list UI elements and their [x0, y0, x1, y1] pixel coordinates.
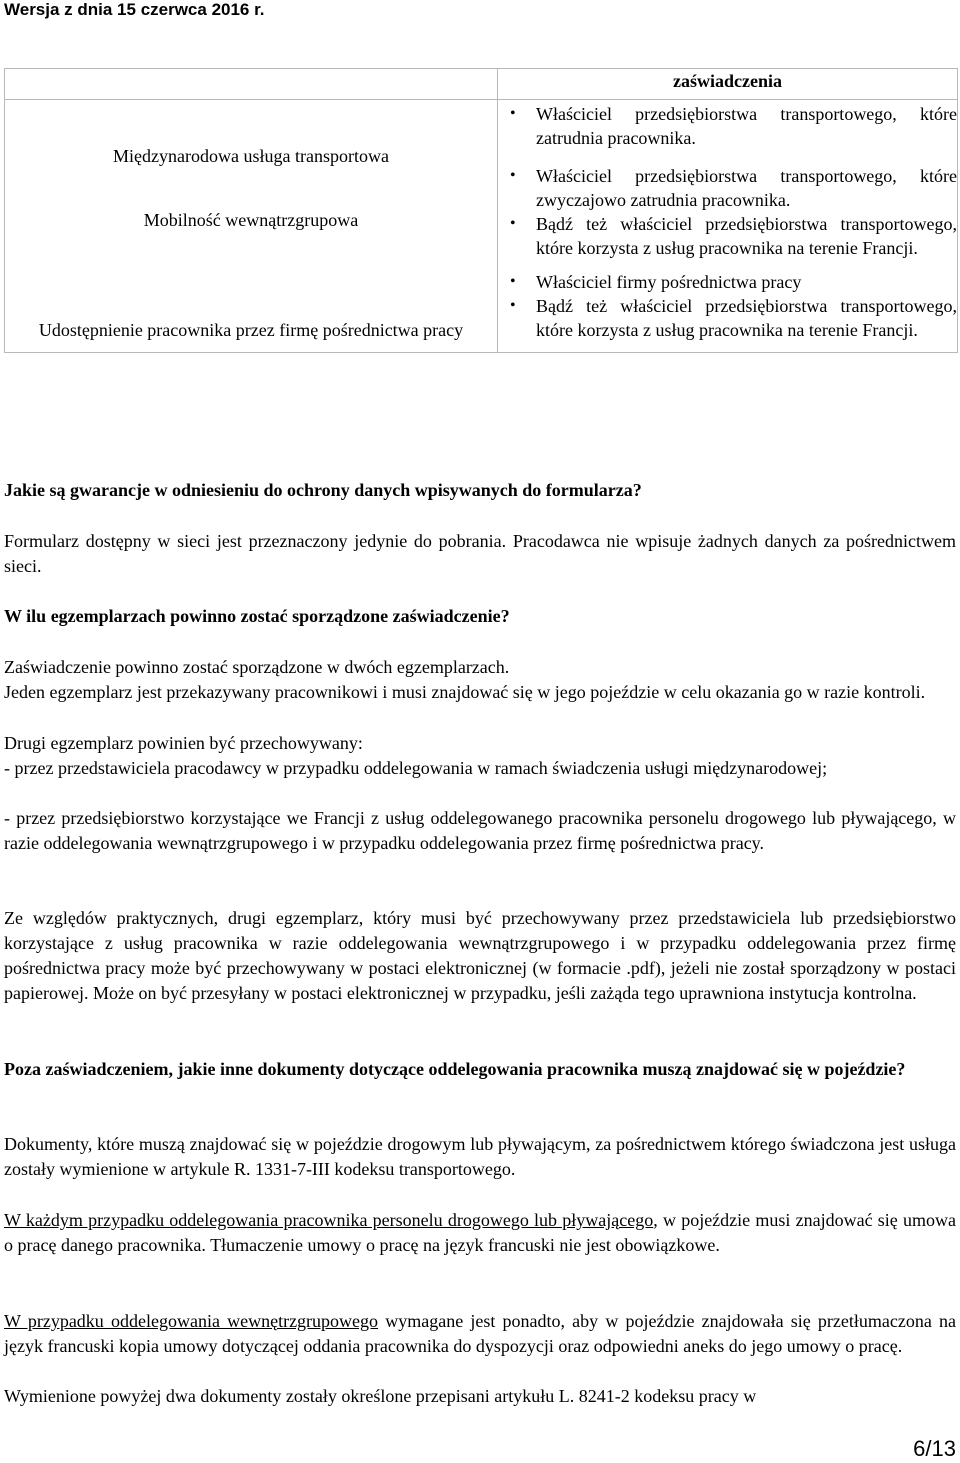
- table-labels-cell: [5, 100, 498, 353]
- column-header: zaświadczenia: [498, 69, 958, 100]
- paragraph: Zaświadczenie powinno zostać sporządzone w dwóch egzemplarzach.: [4, 657, 510, 677]
- underlined-phrase: W przypadku oddelegowania wewnętrzgrupowego: [4, 1311, 379, 1331]
- bullet-list: [506, 164, 957, 260]
- paragraph: [4, 1309, 956, 1359]
- paragraph: Wymienione powyżej dwa dokumenty zostały określone przepisani artykułu L. 8241-2 kodeksu pracy w: [4, 1386, 757, 1406]
- paragraph: [4, 1208, 956, 1258]
- table-header-row: [5, 69, 958, 100]
- page-number: 6/13: [913, 1436, 956, 1461]
- paragraph: Ze względów praktycznych, drugi egzemplarz, który musi być przechowywany przez przedstawiciela lub przedsiębiorstwo korzystające z usług pracownika w razie oddelegowania wewnątrzgrupowego i w przypadku oddelegowania przez firmę pośrednictwa pracy może być przechowywany w postaci elektronicznej (w formacie .pdf), jeżeli nie został sporządzony w postaci papierowej. Może on być przesyłany w postaci elektronicznej w przypadku, jeśli zażąda tego uprawniona instytucja kontrolna.: [4, 908, 956, 1003]
- bullet-list: [506, 102, 957, 150]
- paragraph: - przez przedsiębiorstwo korzystające we Francji z usług oddelegowanego pracownika personelu drogowego lub pływającego, w razie oddelegowania wewnątrzgrupowego i w przypadku oddelegowania przez firmę pośrednictwa pracy.: [4, 808, 956, 853]
- paragraph: - przez przedstawiciela pracodawcy w przypadku oddelegowania w ramach świadczenia usługi międzynarodowej;: [4, 758, 828, 778]
- paragraph: Formularz dostępny w sieci jest przeznaczony jedynie do pobrania. Pracodawca nie wpisuje żadnych danych za pośrednictwem sieci.: [4, 531, 956, 576]
- underlined-phrase: W każdym przypadku oddelegowania pracownika personelu drogowego lub pływającego: [4, 1210, 654, 1230]
- paragraph-text: , w pojeździe musi znajdować się umowa o pracę danego pracownika. Tłumaczenie umowy o pracę na język francuski nie jest obowiązkowe.: [4, 1210, 956, 1255]
- paragraph: Drugi egzemplarz powinien być przechowywany:: [4, 733, 363, 753]
- row-label: Międzynarodowa usługa transportowa: [113, 146, 389, 166]
- list-item: • Właściciel firmy pośrednictwa pracy: [536, 270, 957, 294]
- version-header: Wersja z dnia 15 czerwca 2016 r.: [4, 0, 265, 19]
- paragraph-text: wymagane jest ponadto, aby w pojeździe znajdowała się przetłumaczona na język francuski kopia umowy dotyczącej oddania pracownika do dyspozycji oraz odpowiedni aneks do jego umowy o pracę.: [4, 1311, 956, 1356]
- list-item: • Właściciel przedsiębiorstwa transportowego, które zwyczajowo zatrudnia pracownika.: [536, 164, 957, 212]
- row-label: Mobilność wewnątrzgrupowa: [143, 210, 359, 230]
- question-heading: Jakie są gwarancje w odniesieniu do ochrony danych wpisywanych do formularza?: [4, 480, 642, 500]
- responsibility-table: [4, 68, 958, 353]
- bullet-list: [506, 270, 957, 352]
- list-item: • Właściciel przedsiębiorstwa transportowego, które zatrudnia pracownika.: [536, 102, 957, 150]
- row-label: Udostępnienie pracownika przez firmę pośrednictwa pracy: [38, 320, 464, 340]
- paragraph: Dokumenty, które muszą znajdować się w pojeździe drogowym lub pływającym, za pośrednictwem którego świadczona jest usługa zostały wymienione w artykule R. 1331-7-III kodeksu transportowego.: [4, 1134, 956, 1179]
- table-row: [5, 100, 958, 353]
- question-heading: W ilu egzemplarzach powinno zostać sporządzone zaświadczenie?: [4, 606, 510, 626]
- table-bullets-cell: [498, 100, 958, 353]
- table-cell-empty: [5, 69, 498, 100]
- paragraph: Jeden egzemplarz jest przekazywany pracownikowi i musi znajdować się w jego pojeździe w celu okazania go w razie kontroli.: [4, 682, 926, 702]
- list-item: • Bądź też właściciel przedsiębiorstwa transportowego, które korzysta z usług pracownika na terenie Francji.: [536, 294, 957, 342]
- question-heading: Poza zaświadczeniem, jakie inne dokumenty dotyczące oddelegowania pracownika muszą znajdować się w pojeździe?: [4, 1059, 906, 1079]
- list-item: • Bądź też właściciel przedsiębiorstwa transportowego, które korzysta z usług pracownika na terenie Francji.: [536, 212, 957, 260]
